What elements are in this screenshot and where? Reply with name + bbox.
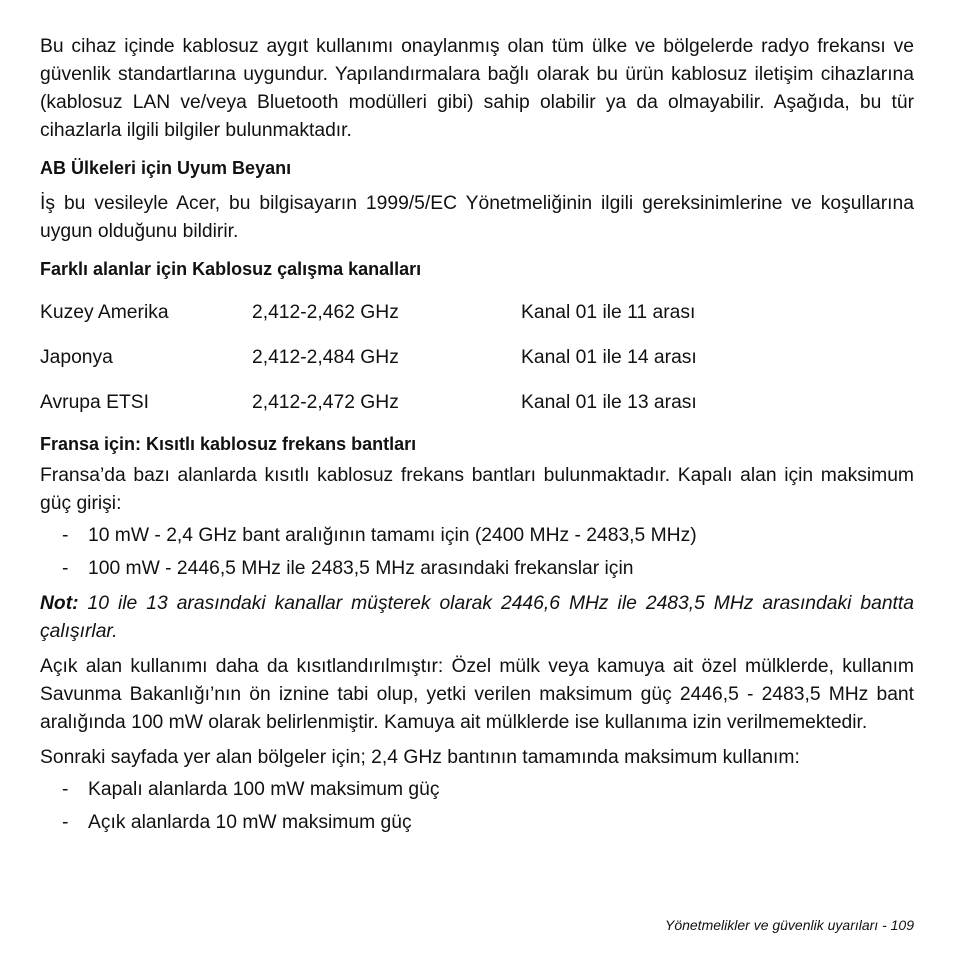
- list-item: [40, 776, 914, 804]
- next-page-paragraph: Sonraki sayfada yer alan bölgeler için; 2,4 GHz bantının tamamında maksimum kullanım:: [40, 747, 800, 768]
- frequency-cell: 2,412-2,462 GHz: [252, 302, 399, 323]
- channel-cell: Kanal 01 ile 13 arası: [521, 392, 697, 413]
- table-row: [40, 344, 914, 389]
- channels-heading: Farklı alanlar için Kablosuz çalışma kanalları: [40, 259, 422, 279]
- frequency-cell: 2,412-2,484 GHz: [252, 347, 399, 368]
- region-cell: Kuzey Amerika: [40, 302, 169, 323]
- list-item-text: 10 mW - 2,4 GHz bant aralığının tamamı için (2400 MHz - 2483,5 MHz): [88, 525, 697, 546]
- channel-cell: Kanal 01 ile 11 arası: [521, 302, 696, 323]
- bullet-dash: -: [62, 525, 69, 546]
- channels-table: [40, 299, 914, 434]
- list-item: [40, 555, 914, 583]
- list-item-text: Açık alanlarda 10 mW maksimum güç: [88, 812, 412, 833]
- ab-paragraph: İş bu vesileyle Acer, bu bilgisayarın 1999/5/EC Yönetmeliğinin ilgili gereksinimlerine ve koşullarına uygun olduğunu bildirir.: [40, 193, 914, 242]
- channel-cell: Kanal 01 ile 14 arası: [521, 347, 697, 368]
- note-text: 10 ile 13 arasındaki kanallar müşterek olarak 2446,6 MHz ile 2483,5 MHz arasındaki bantta çalışırlar.: [40, 593, 914, 642]
- intro-paragraph: Bu cihaz içinde kablosuz aygıt kullanımı onaylanmış olan tüm ülke ve bölgelerde radyo frekansı ve güvenlik standartlarına uygundur. Yapılandırmalara bağlı olarak bu ürün kablosuz iletişim cihazlarına (kablosuz LAN ve/veya Bluetooth modülleri gibi) sahip olabilir ya da olmayabilir. Aşağıda, bu tür cihazlarla ilgili bilgiler bulunmaktadır.: [40, 36, 914, 141]
- list-item: [40, 522, 914, 550]
- list-item: [40, 809, 914, 837]
- france-heading: Fransa için: Kısıtlı kablosuz frekans bantları: [40, 434, 417, 454]
- page-footer: Yönetmelikler ve güvenlik uyarıları - 109: [664, 917, 914, 933]
- region-cell: Japonya: [40, 347, 113, 368]
- table-row: [40, 389, 914, 434]
- note-paragraph: [40, 590, 914, 646]
- france-paragraph: Fransa’da bazı alanlarda kısıtlı kablosuz frekans bantları bulunmaktadır. Kapalı alan için maksimum güç girişi:: [40, 465, 914, 514]
- note-label: Not:: [40, 593, 79, 614]
- ab-heading: AB Ülkeleri için Uyum Beyanı: [40, 158, 292, 178]
- frequency-cell: 2,412-2,472 GHz: [252, 392, 399, 413]
- list-item-text: Kapalı alanlarda 100 mW maksimum güç: [88, 779, 440, 800]
- list-item-text: 100 mW - 2446,5 MHz ile 2483,5 MHz arasındaki frekanslar için: [88, 558, 634, 579]
- next-bullet-list: [40, 776, 914, 837]
- table-row: [40, 299, 914, 344]
- outdoor-paragraph: Açık alan kullanımı daha da kısıtlandırılmıştır: Özel mülk veya kamuya ait özel mülklerde, kullanım Savunma Bakanlığı’nın ön iznine tabi olup, yetki verilen maksimum güç 2446,5 - 2483,5 MHz bant aralığında 100 mW olarak belirlenmiştir. Kamuya ait mülklerde ise kullanıma izin verilmemektedir.: [40, 656, 914, 733]
- france-bullet-list: [40, 522, 914, 583]
- bullet-dash: -: [62, 812, 69, 833]
- page-content: [40, 33, 914, 837]
- bullet-dash: -: [62, 558, 69, 579]
- bullet-dash: -: [62, 779, 69, 800]
- region-cell: Avrupa ETSI: [40, 392, 149, 413]
